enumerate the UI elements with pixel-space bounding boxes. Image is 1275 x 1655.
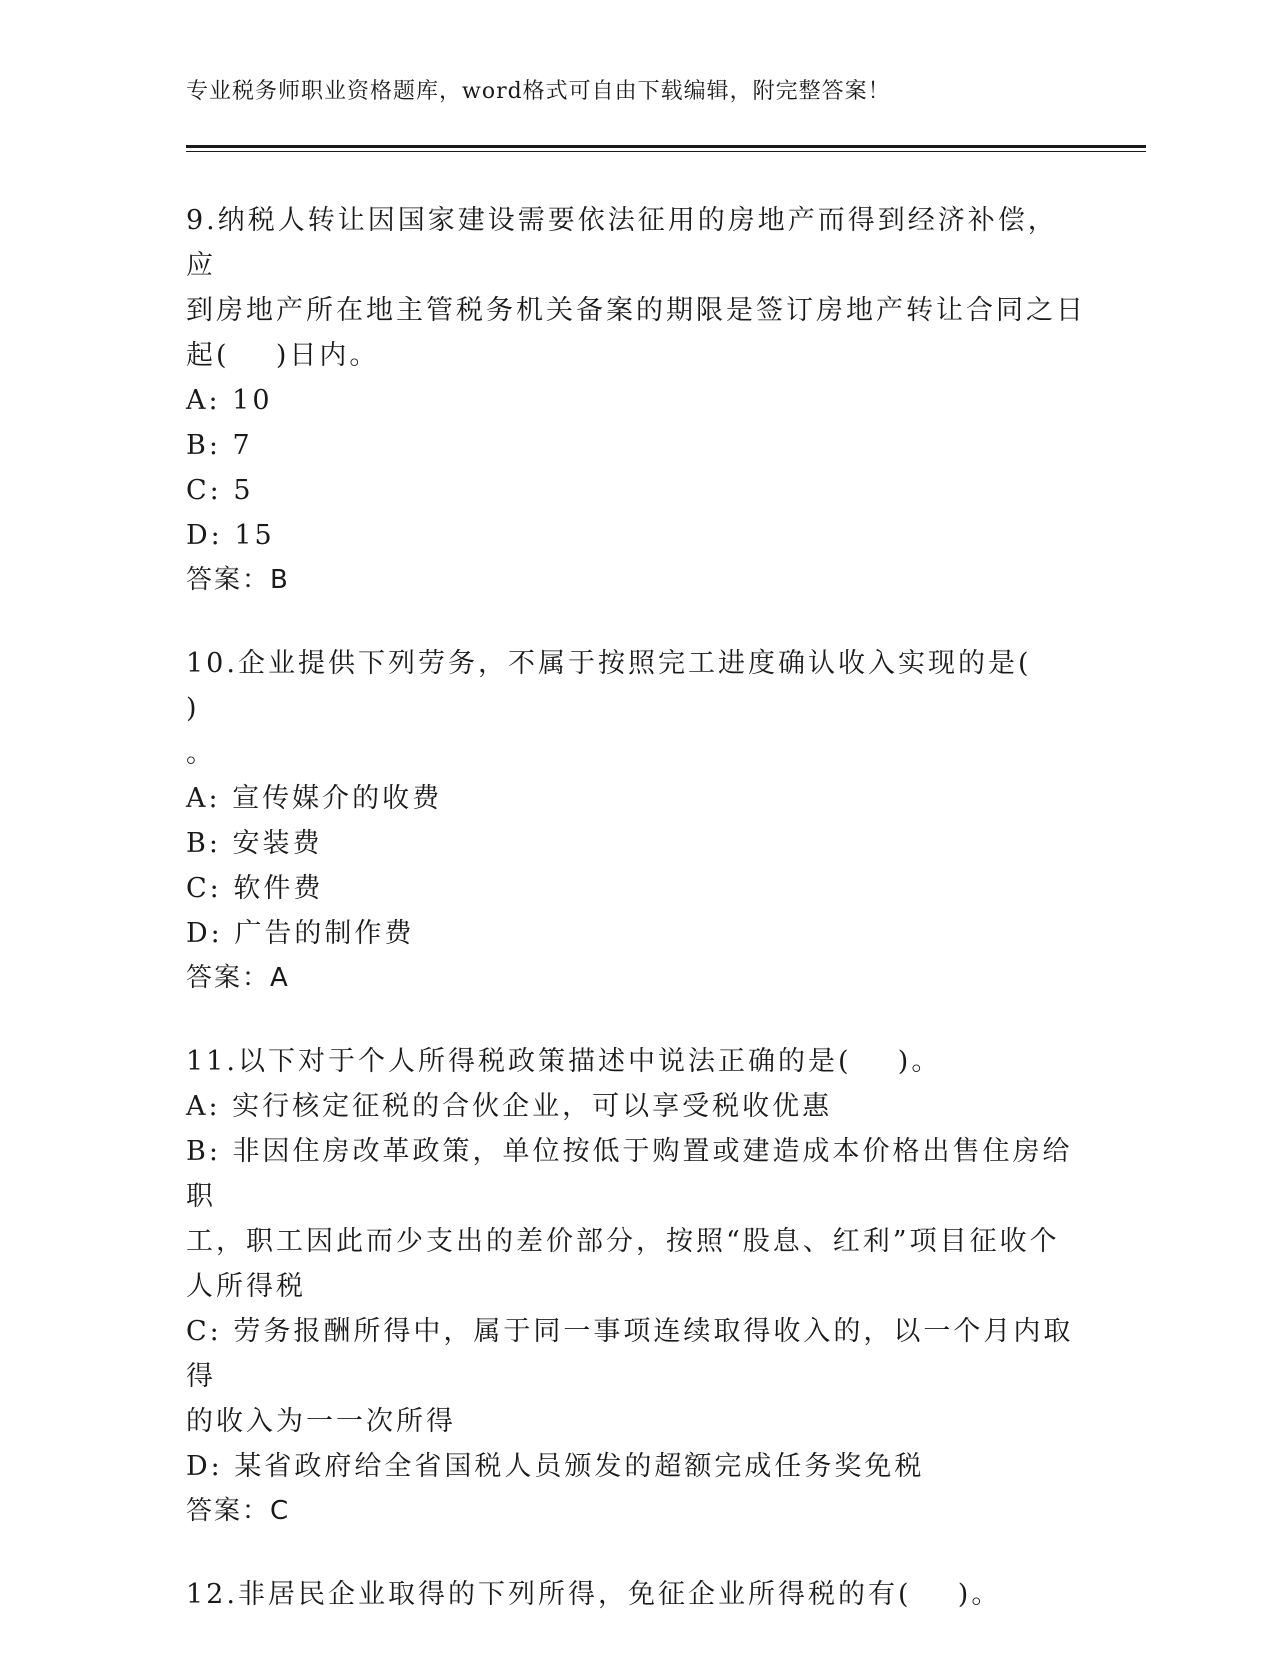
answer-label: 答案：A (186, 963, 290, 993)
question-stem-line: 到房地产所在地主管税务机关备案的期限是签订房地产转让合同之日 (186, 295, 1086, 326)
question-10 (186, 641, 1086, 1001)
option-b: B: 7 (186, 430, 253, 461)
option-c-continued: 的收入为一一次所得 (186, 1406, 456, 1437)
question-stem-line: 起( )日内。 (186, 340, 380, 371)
answer-label: 答案：C (186, 1496, 291, 1526)
option-d: D: 广告的制作费 (186, 918, 415, 949)
question-stem-line: 11.以下对于个人所得税政策描述中说法正确的是( )。 (186, 1046, 942, 1077)
option-b-continued: 人所得税 (186, 1271, 306, 1302)
option-a: A: 10 (186, 385, 273, 416)
option-c: C: 5 (186, 475, 254, 506)
option-d: D: 15 (186, 520, 275, 551)
question-12 (186, 1572, 1086, 1617)
option-a: A: 实行核定征税的合伙企业，可以享受税收优惠 (186, 1091, 833, 1122)
header-rule-thin (186, 151, 1146, 152)
option-b-continued: 工，职工因此而少支出的差价部分，按照“股息、红利”项目征收个 (186, 1226, 1060, 1257)
option-c: C: 软件费 (186, 873, 324, 904)
question-9 (186, 198, 1086, 603)
question-list (186, 198, 1086, 1655)
option-a: A: 宣传媒介的收费 (186, 783, 443, 814)
page-header-text: 专业税务师职业资格题库，word格式可自由下载编辑，附完整答案！ (186, 79, 891, 104)
question-stem-line: 。 (186, 738, 216, 769)
option-b: B: 安装费 (186, 828, 323, 859)
option-c: C: 劳务报酬所得中，属于同一事项连续取得收入的，以一个月内取得 (186, 1316, 1074, 1392)
question-stem-line: 12.非居民企业取得的下列所得，免征企业所得税的有( )。 (186, 1579, 1002, 1610)
option-b: B: 非因住房改革政策，单位按低于购置或建造成本价格出售住房给职 (186, 1136, 1073, 1212)
option-d: D: 某省政府给全省国税人员颁发的超额完成任务奖免税 (186, 1451, 925, 1482)
answer-label: 答案：B (186, 565, 290, 595)
question-11 (186, 1039, 1086, 1534)
header-rule-thick (186, 145, 1146, 148)
question-stem-line: 9.纳税人转让因国家建设需要依法征用的房地产而得到经济补偿，应 (186, 205, 1058, 281)
question-stem-line: 10.企业提供下列劳务，不属于按照完工进度确认收入实现的是( ) (186, 648, 1078, 724)
